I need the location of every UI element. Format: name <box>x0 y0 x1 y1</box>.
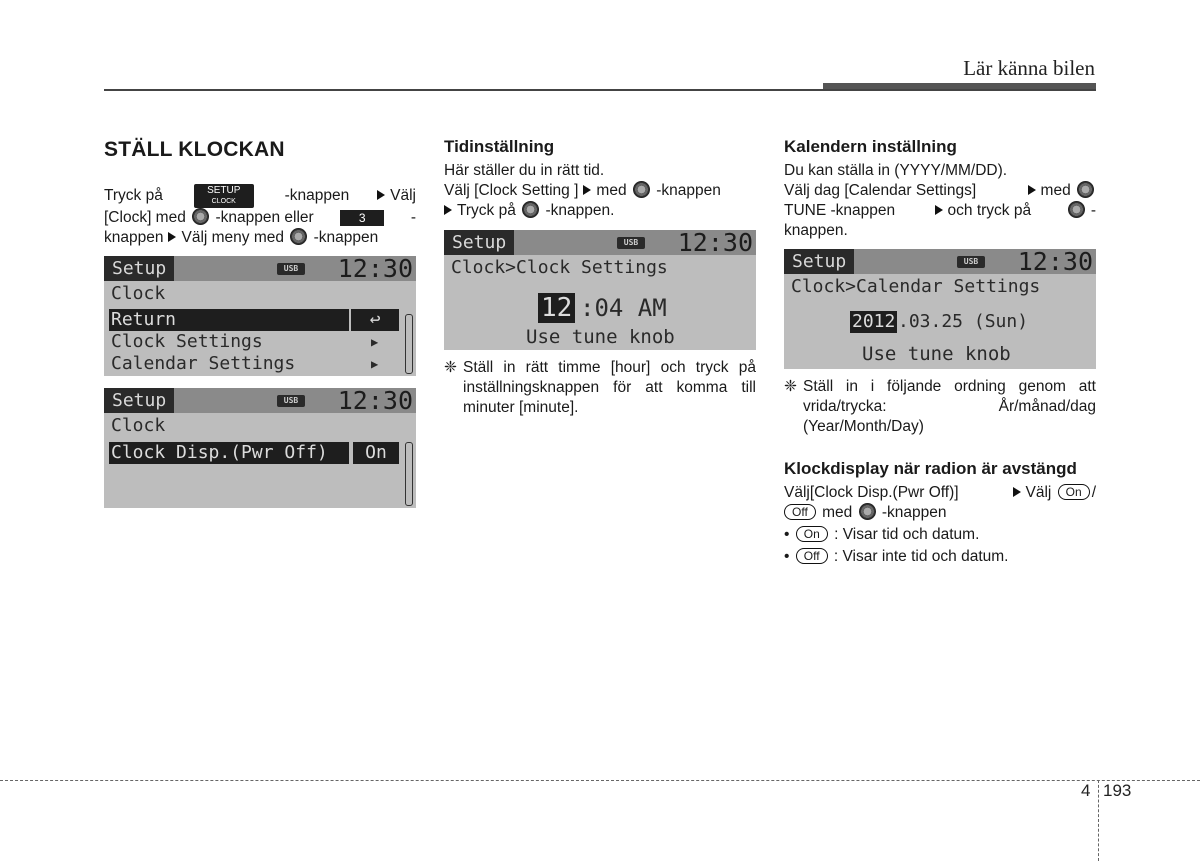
setup-tab: Setup <box>104 388 174 413</box>
menu-path: Clock>Calendar Settings <box>791 276 1041 297</box>
clock-settings-screen <box>444 230 756 350</box>
bullet: • <box>784 548 790 565</box>
tune-knob-icon <box>192 208 209 225</box>
text: -knappen. <box>545 202 615 219</box>
menu-item-return: Return <box>109 309 349 331</box>
note <box>784 377 1096 437</box>
clock-time: 12:30 <box>1017 249 1093 276</box>
text: med <box>822 504 853 521</box>
off-button-icon: Off <box>784 504 816 520</box>
footer-divider <box>1098 780 1099 861</box>
tune-knob-icon <box>290 228 307 245</box>
clock-label: CLOCK <box>211 198 236 205</box>
text: Välj dag [Calendar Settings] <box>784 182 977 199</box>
text: Tryck på <box>104 187 163 204</box>
arrow-right-icon <box>935 205 943 215</box>
text: Välj <box>1025 484 1052 501</box>
footer-rule <box>0 780 1200 781</box>
text: [Clock] med <box>104 209 186 226</box>
menu-item-clock-settings: Clock Settings <box>111 331 263 352</box>
text: Välj meny med <box>181 229 284 246</box>
menu-path: Clock <box>111 415 166 436</box>
setup-tab: Setup <box>444 230 514 255</box>
usb-icon: USB <box>957 256 985 268</box>
note-text: Ställ in i följande ordning genom att vrida/trycka: <box>803 378 1096 415</box>
text: - <box>1090 202 1096 219</box>
clock-time: 12:30 <box>337 388 413 415</box>
header-rule <box>104 89 1096 91</box>
section-subheading: Tidinställning <box>444 137 555 156</box>
setup-label: SETUP <box>207 185 241 196</box>
chevron-right-icon: ▶ <box>371 335 379 349</box>
instruction-paragraph <box>444 201 756 221</box>
tune-knob-icon <box>1068 201 1085 218</box>
clock-time: 12:30 <box>337 256 413 283</box>
setup-clock-menu-screen <box>104 256 416 376</box>
instruction-paragraph <box>784 201 1096 221</box>
tune-hint: Use tune knob <box>862 343 1011 365</box>
arrow-right-icon <box>1013 487 1021 497</box>
tune-hint: Use tune knob <box>526 326 675 348</box>
instruction-paragraph: Här ställer du in rätt tid. <box>444 162 605 179</box>
arrow-right-icon <box>444 205 452 215</box>
note-text: Ställ in rätt timme [hour] och tryck på inställningsknappen för att komma till minuter [minute]. <box>463 359 756 416</box>
usb-icon: USB <box>277 263 305 275</box>
calendar-settings-screen <box>784 249 1096 369</box>
return-icon: ↩ <box>351 309 399 331</box>
instruction-paragraph <box>444 181 756 201</box>
text: -knappen <box>284 187 350 204</box>
on-button-icon: On <box>1058 484 1090 500</box>
tune-knob-icon <box>522 201 539 218</box>
arrow-right-icon <box>583 185 591 195</box>
tune-knob-icon <box>1077 181 1094 198</box>
text: med <box>596 182 627 199</box>
date-field: .03.25 (Sun) <box>898 311 1029 332</box>
text: -knappen <box>313 229 379 246</box>
note-text-part: År/månad/dag <box>998 398 1096 415</box>
note-mark-icon: ❈ <box>444 359 457 376</box>
text: : Visar tid och datum. <box>834 526 980 543</box>
text: -knappen <box>656 182 721 199</box>
tune-knob-icon <box>633 181 650 198</box>
tune-knob-icon <box>859 503 876 520</box>
chevron-right-icon: ▶ <box>371 357 379 371</box>
clock-time: 12:30 <box>677 230 753 257</box>
text: Välj <box>390 187 416 204</box>
text: -knappen <box>881 504 947 521</box>
section-subheading: Klockdisplay när radion är avstängd <box>784 459 1077 478</box>
setup-tab: Setup <box>104 256 174 281</box>
year-field: 2012 <box>852 311 896 332</box>
arrow-right-icon <box>168 232 176 242</box>
usb-icon: USB <box>277 395 305 407</box>
column-set-clock <box>104 137 416 508</box>
hour-field: 12 <box>538 293 575 323</box>
text: Välj[Clock Disp.(Pwr Off)] <box>784 484 959 501</box>
text: -knappen eller <box>215 209 314 226</box>
list-item <box>784 547 1096 567</box>
clock-display-screen <box>104 388 416 508</box>
clock-disp-value: On <box>353 442 399 464</box>
chapter-number: 4 <box>1081 781 1091 800</box>
note-text: (Year/Month/Day) <box>803 418 924 435</box>
text: / <box>1091 484 1096 501</box>
text: med <box>1040 182 1071 199</box>
text: och tryck på <box>947 202 1032 219</box>
list-item <box>784 525 1096 545</box>
text: TUNE -knappen <box>784 202 896 219</box>
note-mark-icon: ❈ <box>784 378 797 395</box>
text: - <box>410 209 416 226</box>
instruction-paragraph <box>784 483 1096 503</box>
instruction-paragraph: knappen. <box>784 222 848 239</box>
note <box>444 358 756 418</box>
arrow-right-icon <box>377 190 385 200</box>
off-button-icon: Off <box>796 548 828 564</box>
menu-item-calendar-settings: Calendar Settings <box>111 353 296 374</box>
instruction-paragraph <box>784 503 1096 523</box>
column-calendar-setting <box>784 137 1096 567</box>
on-button-icon: On <box>796 526 828 542</box>
instruction-paragraph <box>784 181 1096 201</box>
text: knappen <box>104 229 164 246</box>
scrollbar <box>405 314 413 374</box>
menu-path: Clock>Clock Settings <box>451 257 668 278</box>
menu-item-clock-disp: Clock Disp.(Pwr Off) <box>109 442 349 464</box>
scrollbar <box>405 442 413 506</box>
section-subheading: Kalendern inställning <box>784 137 957 156</box>
instruction-paragraph <box>104 184 416 208</box>
section-heading: STÄLL KLOCKAN <box>104 138 285 161</box>
text: Välj [Clock Setting ] <box>444 182 579 199</box>
usb-icon: USB <box>617 237 645 249</box>
instruction-paragraph <box>104 228 416 248</box>
arrow-right-icon <box>1028 185 1036 195</box>
page-number: 193 <box>1103 781 1132 800</box>
text: : Visar inte tid och datum. <box>833 548 1009 565</box>
text: Tryck på <box>457 202 516 219</box>
minute-ampm-field: :04 AM <box>580 294 667 322</box>
setup-tab: Setup <box>784 249 854 274</box>
column-time-setting <box>444 137 756 418</box>
instruction-paragraph: Du kan ställa in (YYYY/MM/DD). <box>784 162 1008 179</box>
preset-3-button-icon: 3 <box>340 210 384 226</box>
instruction-paragraph <box>104 208 416 228</box>
page-header-title: Lär känna bilen <box>963 56 1095 80</box>
setup-clock-button-icon <box>194 184 254 208</box>
bullet: • <box>784 526 790 543</box>
menu-path: Clock <box>111 283 166 304</box>
